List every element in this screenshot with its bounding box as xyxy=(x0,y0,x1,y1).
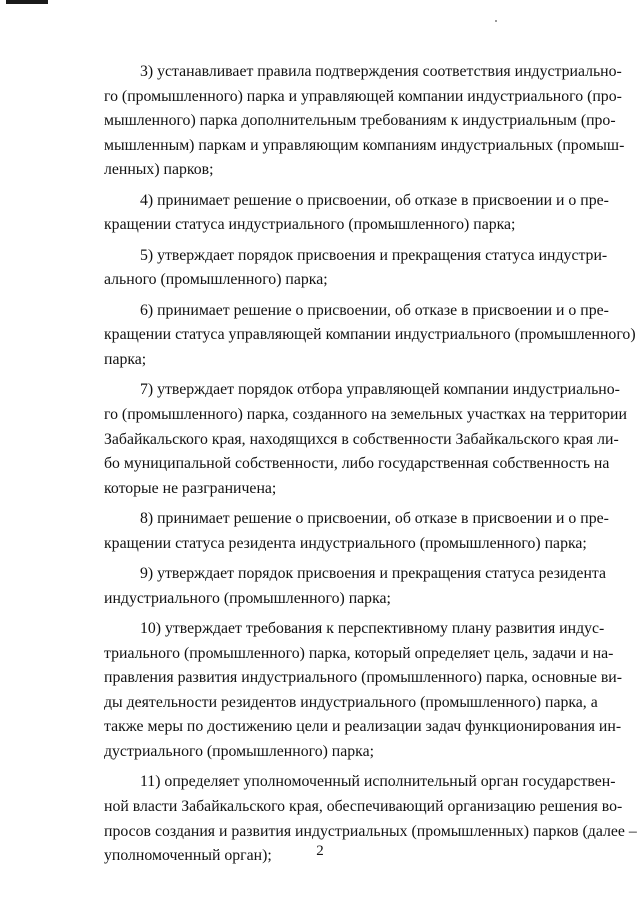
text-line: 8) принимает решение о присвоении, об отказе в присвоении и о пре- xyxy=(140,510,609,528)
text-line: 3) устанавливает правила подтверждения соответствия индустриально- xyxy=(140,63,622,80)
text-line: 6) принимает решение о присвоении, об отказе в присвоении и о пре- xyxy=(140,301,609,319)
paragraph-item-6 xyxy=(104,507,609,556)
text-line: 5) утверждает порядок присвоения и прекращения статуса индустри- xyxy=(140,246,608,264)
paragraph-item-8 xyxy=(104,617,622,765)
paragraph-item-7 xyxy=(104,562,607,611)
paragraph-item-1 xyxy=(104,60,625,183)
text-line: уполномоченный орган); xyxy=(104,847,272,865)
text-line: дустриального (промышленного) парка; xyxy=(104,743,374,761)
text-line: ды деятельности резидентов индустриального (промышленного) парка, а xyxy=(104,693,598,711)
paragraph-item-4 xyxy=(104,299,636,373)
text-line: кращении статуса управляющей компании индустриального (промышленного) xyxy=(104,326,636,344)
text-line: просов создания и развития индустриальных (промышленных) парков (далее – xyxy=(104,822,637,840)
paragraph-item-5 xyxy=(104,378,627,501)
scan-dust-mark xyxy=(495,20,497,22)
text-line: бо муниципальной собственности, либо государственная собственность на xyxy=(104,455,610,473)
text-line: правления развития индустриального (промышленного) парка, основные ви- xyxy=(104,669,622,687)
text-line: ной власти Забайкальского края, обеспечивающий организацию решения во- xyxy=(104,798,623,815)
text-line: 10) утверждает требования к перспективному плану развития индус- xyxy=(140,620,605,638)
text-line: 7) утверждает порядок отбора управляющей компании индустриально- xyxy=(140,381,620,399)
text-line: мышленным) паркам и управляющим компаниям индустриальных (промыш- xyxy=(104,136,625,154)
text-line: 4) принимает решение о присвоении, об отказе в присвоении и о пре- xyxy=(140,191,609,209)
text-line: триального (промышленного) парка, который определяет цель, задачи и на- xyxy=(104,644,614,662)
text-line: го (промышленного) парка, созданного на земельных участках на территории xyxy=(104,405,627,423)
text-line: ленных) парков; xyxy=(104,161,214,179)
text-line: кращении статуса резидента индустриального (промышленного) парка; xyxy=(104,534,587,552)
text-line: мышленного) парка дополнительным требованиям к индустриальным (про- xyxy=(104,112,616,130)
text-line: го (промышленного) парка и управляющей компании индустриального (про- xyxy=(104,87,622,105)
text-line: Забайкальского края, находящихся в собственности Забайкальского края ли- xyxy=(104,430,619,448)
paragraph-item-2 xyxy=(104,189,609,238)
text-line: парка; xyxy=(104,350,147,368)
text-line: индустриального (промышленного) парка; xyxy=(104,589,391,607)
document-body xyxy=(104,60,637,869)
page-number: 2 xyxy=(316,843,324,859)
text-line: кращении статуса индустриального (промышленного) парка; xyxy=(104,216,516,234)
text-line: также меры по достижению цели и реализации задач функционирования ин- xyxy=(104,718,622,736)
text-line: ального (промышленного) парка; xyxy=(104,271,328,289)
scan-edge-mark xyxy=(6,0,48,4)
text-line: 9) утверждает порядок присвоения и прекращения статуса резидента xyxy=(140,565,607,583)
paragraph-item-3 xyxy=(104,244,608,293)
text-line: 11) определяет уполномоченный исполнительный орган государствен- xyxy=(140,773,616,791)
text-line: которые не разграничена; xyxy=(104,479,277,497)
